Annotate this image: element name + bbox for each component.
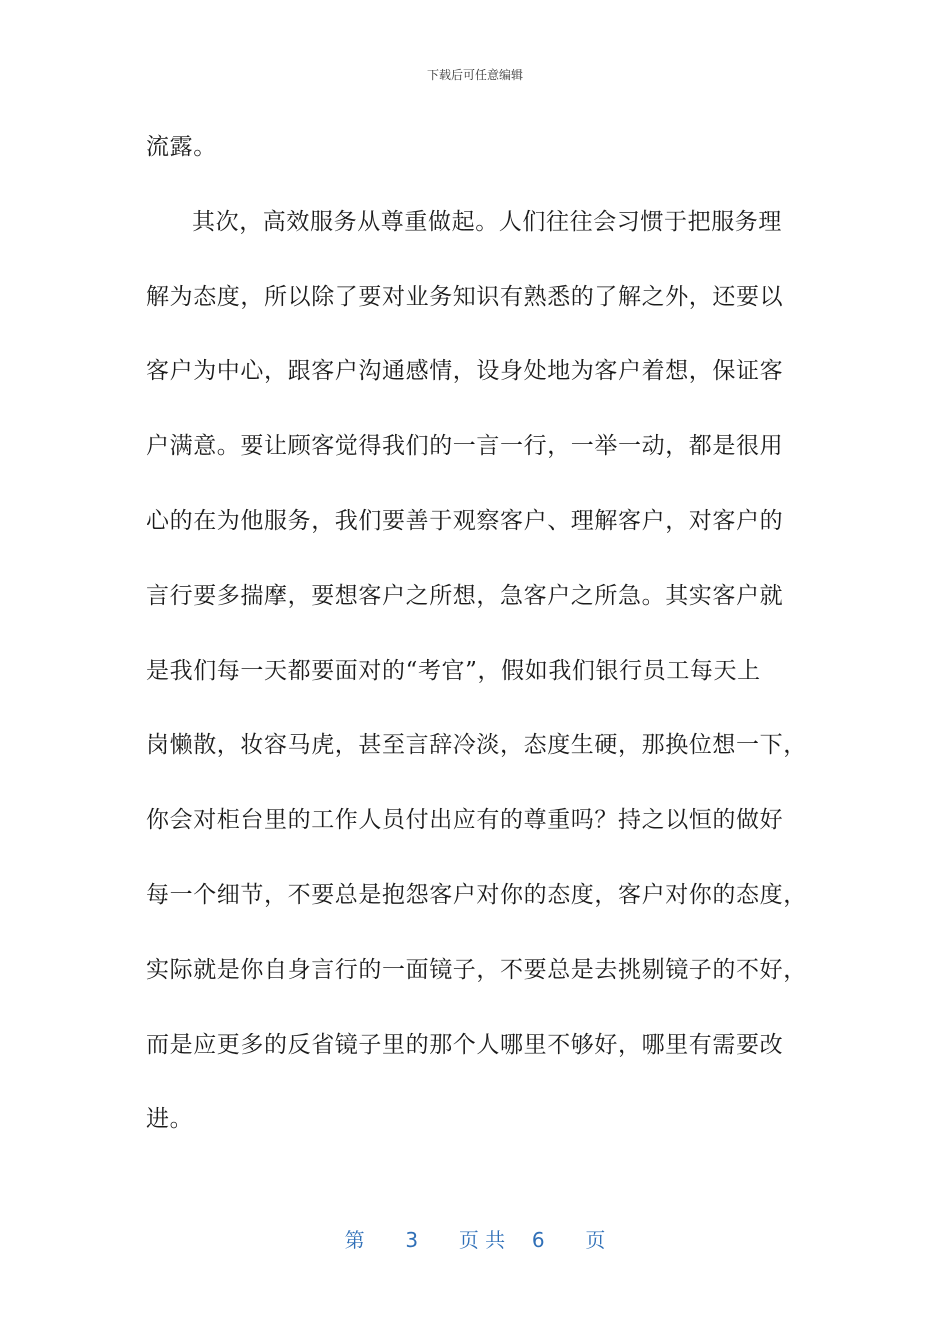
text-line: 你会对柜台里的工作人员付出应有的尊重吗？持之以恒的做好 (146, 807, 784, 834)
text-line: 解为态度，所以除了要对业务知识有熟悉的了解之外，还要以 (146, 283, 784, 310)
header-note: 下载后可任意编辑 (426, 68, 523, 82)
paragraph-first-line: 其次，高效服务从尊重做起。人们往往会习惯于把服务理 (192, 208, 782, 235)
page-label-suffix: 页 (585, 1228, 606, 1252)
current-page-number: 3 (405, 1228, 419, 1252)
text-line: 岗懒散，妆容马虎，甚至言辞冷淡，态度生硬，那换位想一下， (146, 732, 807, 759)
page-label-prefix: 第 (344, 1228, 365, 1252)
document-body (146, 120, 806, 1167)
page-footer (0, 1224, 950, 1253)
text-line: 流露。 (146, 134, 217, 160)
text-line: 户满意。要让顾客觉得我们的一言一行，一举一动，都是很用 (146, 433, 784, 460)
total-pages-number: 6 (531, 1228, 545, 1252)
page-label-mid: 页 共 (458, 1228, 506, 1252)
text-line: 实际就是你自身言行的一面镜子，不要总是去挑剔镜子的不好， (146, 956, 807, 983)
text-line: 是我们每一天都要面对的“考官”，假如我们银行员工每天上 (146, 657, 761, 684)
text-line: 每一个细节，不要总是抱怨客户对你的态度，客户对你的态度， (146, 881, 807, 908)
text-line: 言行要多揣摩，要想客户之所想，急客户之所急。其实客户就 (146, 582, 784, 609)
text-line: 客户为中心，跟客户沟通感情，设身处地为客户着想，保证客 (146, 358, 784, 385)
text-line: 进。 (146, 1106, 194, 1133)
text-line: 而是应更多的反省镜子里的那个人哪里不够好，哪里有需要改 (146, 1031, 784, 1058)
text-line: 心的在为他服务，我们要善于观察客户、理解客户，对客户的 (146, 507, 784, 534)
